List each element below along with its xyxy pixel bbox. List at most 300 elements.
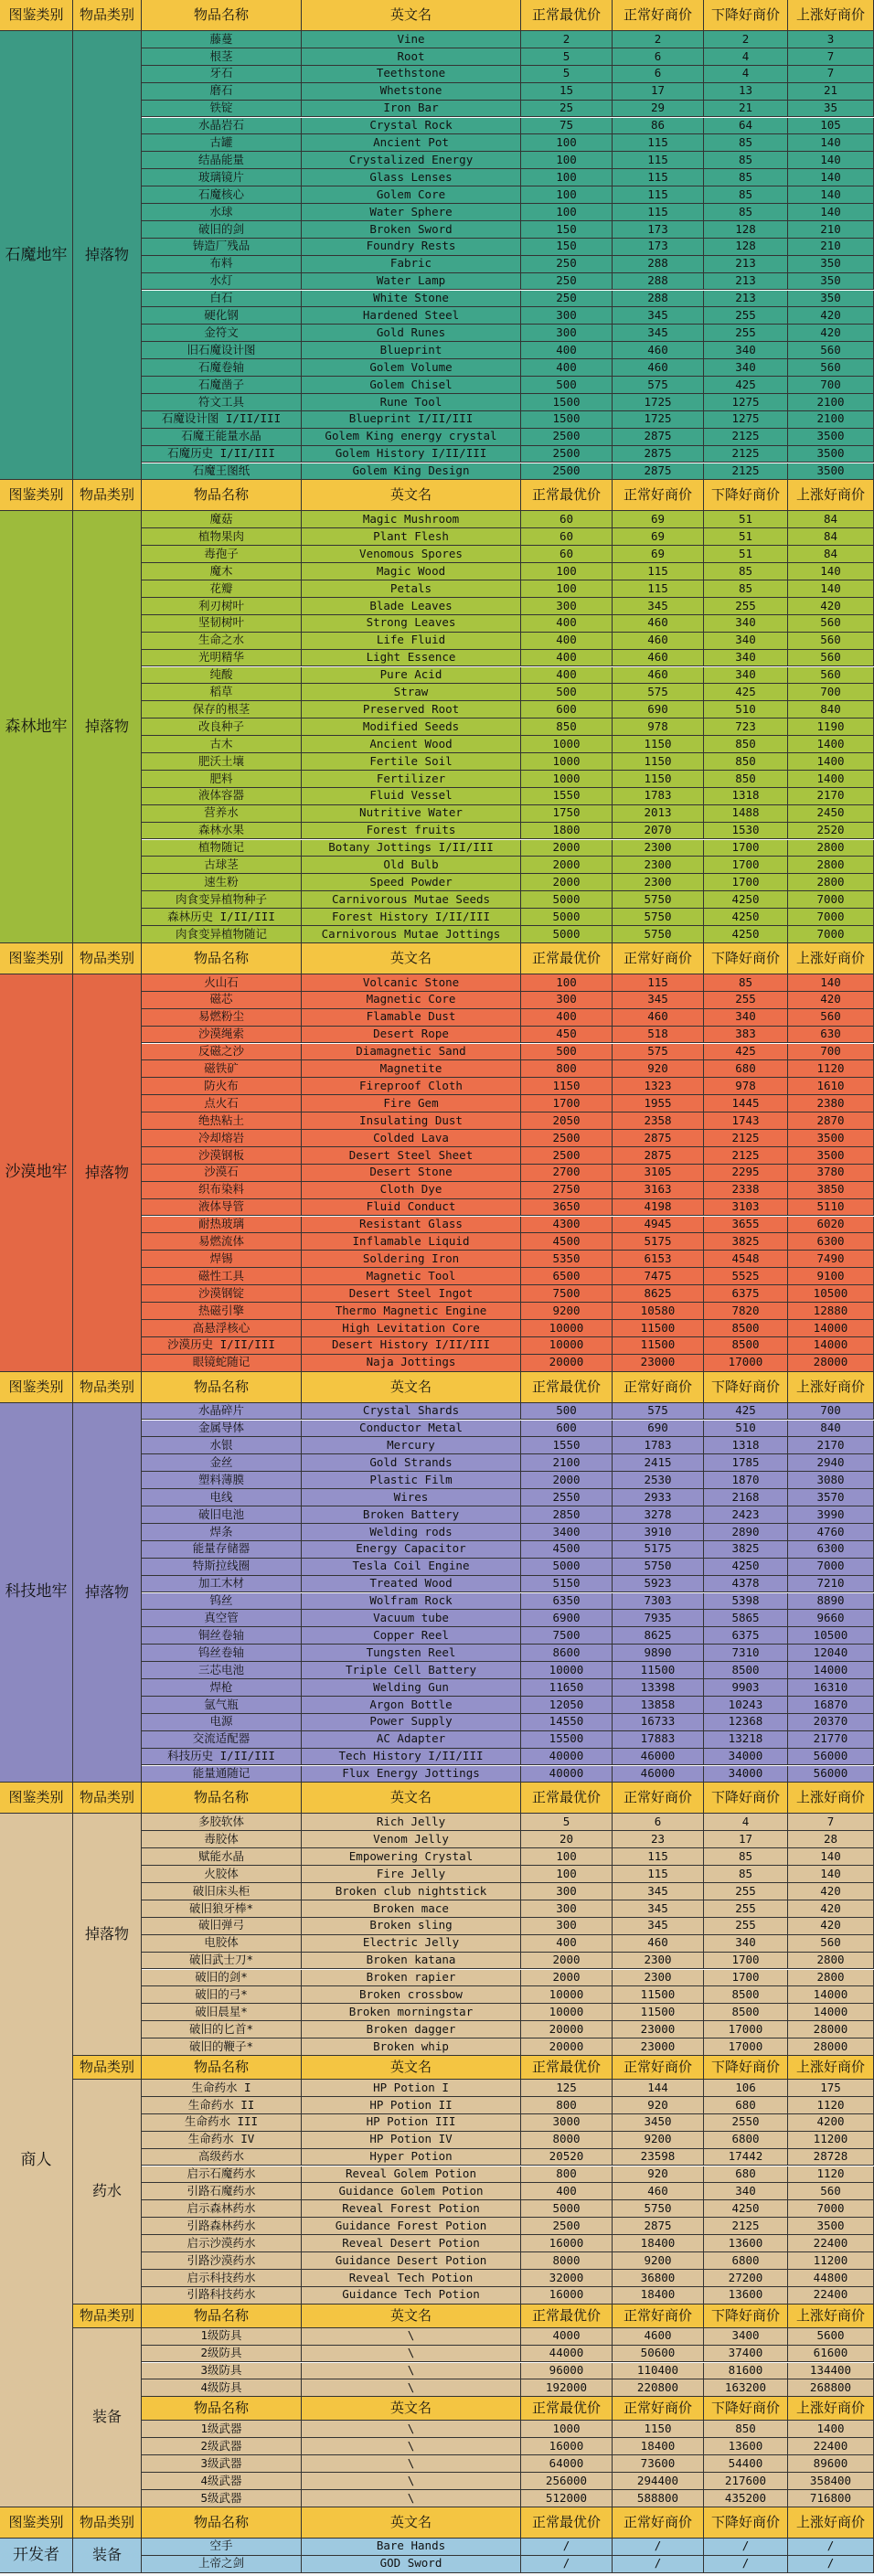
item-name: 真空管 xyxy=(142,1610,302,1627)
price-normal-shop: 588800 xyxy=(613,2490,704,2507)
item-name: 生命药水 IV xyxy=(142,2132,302,2149)
price-up-shop: 89600 xyxy=(788,2455,874,2473)
item-english-name: Rune Tool xyxy=(302,394,521,411)
header-item-category: 物品类别 xyxy=(73,943,142,974)
price-normal-best: 100 xyxy=(521,1848,613,1866)
price-up-shop: 1400 xyxy=(788,736,874,753)
price-down-shop: 255 xyxy=(704,307,788,325)
item-english-name: \ xyxy=(302,2473,521,2490)
price-normal-shop: 86 xyxy=(613,118,704,135)
header-down-shop: 下降好商价 xyxy=(704,2507,788,2539)
item-english-name: \ xyxy=(302,2328,521,2346)
item-english-name: Broken sling xyxy=(302,1918,521,1935)
item-name: 破旧的剑* xyxy=(142,1970,302,1987)
item-english-name: Rich Jelly xyxy=(302,1814,521,1831)
price-down-shop: 37400 xyxy=(704,2346,788,2363)
price-up-shop: 175 xyxy=(788,2080,874,2097)
item-name: 高级药水 xyxy=(142,2149,302,2166)
item-english-name: Energy Capacitor xyxy=(302,1541,521,1559)
item-name: 光明精华 xyxy=(142,650,302,667)
price-up-shop: 6020 xyxy=(788,1217,874,1234)
price-normal-best: 125 xyxy=(521,2080,613,2097)
item-english-name: Forest fruits xyxy=(302,823,521,840)
header-category: 图鉴类别 xyxy=(0,480,73,511)
item-name: 破旧的匕首* xyxy=(142,2021,302,2038)
price-normal-shop: 23598 xyxy=(613,2149,704,2166)
item-english-name: Golem Volume xyxy=(302,359,521,377)
price-normal-best: 100 xyxy=(521,204,613,221)
price-down-shop: 128 xyxy=(704,239,788,256)
price-up-shop: 560 xyxy=(788,2183,874,2200)
price-normal-shop: 115 xyxy=(613,134,704,152)
price-up-shop: 140 xyxy=(788,580,874,598)
item-name: 三芯电池 xyxy=(142,1662,302,1679)
price-up-shop: 7 xyxy=(788,66,874,83)
price-normal-best: 2 xyxy=(521,31,613,48)
price-down-shop: 1530 xyxy=(704,823,788,840)
price-normal-best: 1000 xyxy=(521,2421,613,2438)
price-normal-shop: 2530 xyxy=(613,1472,704,1489)
price-up-shop: 7 xyxy=(788,1814,874,1831)
price-normal-shop: 288 xyxy=(613,273,704,291)
item-name: 符文工具 xyxy=(142,394,302,411)
price-normal-best: 64000 xyxy=(521,2455,613,2473)
item-name: 1级防具 xyxy=(142,2328,302,2346)
price-up-shop: 84 xyxy=(788,528,874,546)
price-down-shop: 213 xyxy=(704,256,788,273)
price-up-shop: 12880 xyxy=(788,1303,874,1320)
price-normal-shop: 3450 xyxy=(613,2114,704,2132)
item-english-name: Nutritive Water xyxy=(302,805,521,823)
item-name: 铜丝卷轴 xyxy=(142,1627,302,1645)
price-up-shop: 22400 xyxy=(788,2287,874,2305)
price-normal-best: 800 xyxy=(521,2097,613,2114)
price-normal-shop: 2070 xyxy=(613,823,704,840)
item-english-name: Plant Flesh xyxy=(302,528,521,546)
price-normal-shop: 575 xyxy=(613,377,704,394)
item-english-name: Reveal Forest Potion xyxy=(302,2200,521,2218)
price-down-shop: 5398 xyxy=(704,1593,788,1611)
subheader-english: 英文名 xyxy=(302,2397,521,2421)
price-normal-shop: 2 xyxy=(613,31,704,48)
item-english-name: Broken morningstar xyxy=(302,2004,521,2021)
subheader-name: 物品名称 xyxy=(142,2056,302,2080)
price-down-shop: 850 xyxy=(704,753,788,771)
price-up-shop: 560 xyxy=(788,359,874,377)
item-english-name: Straw xyxy=(302,684,521,701)
item-english-name: Whetstone xyxy=(302,83,521,101)
item-name: 氩气瓶 xyxy=(142,1697,302,1714)
item-name: 白石 xyxy=(142,291,302,308)
item-name: 引路森林药水 xyxy=(142,2218,302,2235)
price-up-shop: 5110 xyxy=(788,1199,874,1217)
item-english-name: Flamable Dust xyxy=(302,1009,521,1027)
header-category: 图鉴类别 xyxy=(0,1372,73,1403)
price-down-shop: 2295 xyxy=(704,1165,788,1182)
price-up-shop: 28728 xyxy=(788,2149,874,2166)
price-normal-shop: 345 xyxy=(613,325,704,342)
item-name: 古木 xyxy=(142,736,302,753)
price-down-shop: 1275 xyxy=(704,394,788,411)
item-name: 古球茎 xyxy=(142,857,302,874)
item-name: 石魔核心 xyxy=(142,186,302,204)
item-name: 生命之水 xyxy=(142,633,302,650)
dungeon-category-label: 沙漠地牢 xyxy=(0,974,73,1372)
price-normal-shop: 7303 xyxy=(613,1593,704,1611)
item-name: 磨石 xyxy=(142,83,302,101)
subheader-up-shop: 上涨好商价 xyxy=(788,2397,874,2421)
price-up-shop: 700 xyxy=(788,1403,874,1421)
price-down-shop: 163200 xyxy=(704,2379,788,2397)
price-normal-best: 100 xyxy=(521,580,613,598)
header-normal-best: 正常最优价 xyxy=(521,480,613,511)
header-normal-shop: 正常好商价 xyxy=(613,1783,704,1814)
price-up-shop: 105 xyxy=(788,118,874,135)
price-normal-shop: 5923 xyxy=(613,1576,704,1593)
price-down-shop: 51 xyxy=(704,511,788,528)
price-normal-shop: 460 xyxy=(613,650,704,667)
price-normal-shop: 460 xyxy=(613,615,704,633)
header-name: 物品名称 xyxy=(142,0,302,31)
price-down-shop: 34000 xyxy=(704,1766,788,1783)
price-normal-best: 2500 xyxy=(521,463,613,481)
price-up-shop: 420 xyxy=(788,307,874,325)
price-normal-best: 450 xyxy=(521,1027,613,1044)
price-up-shop: 2800 xyxy=(788,840,874,857)
item-name: 金符文 xyxy=(142,325,302,342)
price-up-shop: 1400 xyxy=(788,753,874,771)
price-normal-best: 96000 xyxy=(521,2363,613,2380)
price-down-shop: 850 xyxy=(704,736,788,753)
price-down-shop: 340 xyxy=(704,615,788,633)
price-down-shop: 340 xyxy=(704,1009,788,1027)
price-up-shop: 14000 xyxy=(788,1320,874,1337)
price-down-shop: 4250 xyxy=(704,909,788,926)
price-normal-shop: 920 xyxy=(613,1060,704,1078)
price-normal-best: 850 xyxy=(521,719,613,736)
header-up-shop: 上涨好商价 xyxy=(788,943,874,974)
price-normal-shop: 1150 xyxy=(613,2421,704,2438)
subheader-down-shop: 下降好商价 xyxy=(704,2305,788,2328)
price-down-shop: 1700 xyxy=(704,840,788,857)
header-name: 物品名称 xyxy=(142,2507,302,2539)
price-up-shop: 1120 xyxy=(788,2166,874,2184)
price-normal-best: 400 xyxy=(521,615,613,633)
price-down-shop: 255 xyxy=(704,1918,788,1935)
item-category-label: 装备 xyxy=(73,2328,142,2507)
item-english-name: Broken club nightstick xyxy=(302,1883,521,1900)
header-up-shop: 上涨好商价 xyxy=(788,2507,874,2539)
price-up-shop: 4760 xyxy=(788,1524,874,1541)
price-up-shop: 3500 xyxy=(788,463,874,481)
price-normal-shop: 2875 xyxy=(613,463,704,481)
item-name: 沙漠钢板 xyxy=(142,1147,302,1165)
item-name: 利刃树叶 xyxy=(142,598,302,615)
item-name: 焊枪 xyxy=(142,1679,302,1697)
item-name: 冷却熔岩 xyxy=(142,1130,302,1147)
price-down-shop: 255 xyxy=(704,325,788,342)
subheader-normal-shop: 正常好商价 xyxy=(613,2056,704,2080)
price-normal-shop: 2300 xyxy=(613,857,704,874)
price-up-shop: 3500 xyxy=(788,1147,874,1165)
price-down-shop: 510 xyxy=(704,1421,788,1438)
price-up-shop: 2800 xyxy=(788,874,874,891)
price-down-shop: 425 xyxy=(704,1044,788,1061)
item-name: 启示科技药水 xyxy=(142,2270,302,2287)
price-normal-shop: 3163 xyxy=(613,1182,704,1199)
price-normal-best: 5000 xyxy=(521,909,613,926)
price-normal-best: 1550 xyxy=(521,1437,613,1454)
price-normal-best: 500 xyxy=(521,377,613,394)
item-name: 植物果肉 xyxy=(142,528,302,546)
item-name: 纯酸 xyxy=(142,667,302,685)
item-name: 3级武器 xyxy=(142,2455,302,2473)
price-normal-shop: 46000 xyxy=(613,1749,704,1766)
price-up-shop: 140 xyxy=(788,563,874,580)
price-normal-best: 4300 xyxy=(521,1217,613,1234)
price-up-shop: 10500 xyxy=(788,1285,874,1303)
price-normal-shop: 9890 xyxy=(613,1645,704,1662)
price-normal-best: 500 xyxy=(521,1044,613,1061)
price-normal-best: 2500 xyxy=(521,446,613,463)
item-name: 肥料 xyxy=(142,771,302,788)
item-name: 破旧床头柜 xyxy=(142,1883,302,1900)
price-normal-shop: 23000 xyxy=(613,1355,704,1372)
item-english-name: Welding Gun xyxy=(302,1679,521,1697)
price-normal-best: 1000 xyxy=(521,771,613,788)
price-up-shop: 140 xyxy=(788,974,874,992)
price-normal-best: 2500 xyxy=(521,429,613,446)
item-name: 科技历史 I/II/III xyxy=(142,1749,302,1766)
item-name: 沙漠钢锭 xyxy=(142,1285,302,1303)
price-normal-shop: 18400 xyxy=(613,2235,704,2252)
price-normal-shop: 11500 xyxy=(613,1320,704,1337)
item-name: 破旧弹弓 xyxy=(142,1918,302,1935)
item-name: 启示石魔药水 xyxy=(142,2166,302,2184)
item-name: 破旧狼牙棒* xyxy=(142,1900,302,1918)
item-english-name: Reveal Desert Potion xyxy=(302,2235,521,2252)
price-normal-best: 5 xyxy=(521,1814,613,1831)
price-up-shop: 56000 xyxy=(788,1749,874,1766)
price-down-shop: 2125 xyxy=(704,1147,788,1165)
price-normal-shop: 23000 xyxy=(613,2021,704,2038)
price-normal-best: 600 xyxy=(521,1421,613,1438)
price-down-shop: 255 xyxy=(704,1900,788,1918)
item-english-name: \ xyxy=(302,2346,521,2363)
price-normal-best: 300 xyxy=(521,598,613,615)
price-normal-best: 100 xyxy=(521,169,613,186)
price-down-shop: 85 xyxy=(704,1866,788,1883)
price-normal-best: 20000 xyxy=(521,2021,613,2038)
price-normal-best: 16000 xyxy=(521,2235,613,2252)
item-name: 破旧的弓* xyxy=(142,1986,302,2004)
item-name: 魔木 xyxy=(142,563,302,580)
price-normal-best: 10000 xyxy=(521,1320,613,1337)
price-normal-best: 600 xyxy=(521,701,613,719)
price-normal-best: 4500 xyxy=(521,1541,613,1559)
item-name: 上帝之剑 xyxy=(142,2556,302,2573)
price-up-shop: 700 xyxy=(788,684,874,701)
price-normal-shop: 2875 xyxy=(613,446,704,463)
item-name: 1级武器 xyxy=(142,2421,302,2438)
item-english-name: Golem King energy crystal xyxy=(302,429,521,446)
price-down-shop: 1318 xyxy=(704,1437,788,1454)
price-down-shop: 1318 xyxy=(704,788,788,805)
item-english-name: Golem King Design xyxy=(302,463,521,481)
price-normal-shop: 17883 xyxy=(613,1731,704,1749)
item-name: 水晶岩石 xyxy=(142,118,302,135)
price-down-shop: 4250 xyxy=(704,2200,788,2218)
price-normal-shop: 11500 xyxy=(613,1662,704,1679)
price-normal-shop: 460 xyxy=(613,2183,704,2200)
price-normal-best: 5000 xyxy=(521,1559,613,1576)
price-down-shop: 17442 xyxy=(704,2149,788,2166)
item-english-name: Crystal Shards xyxy=(302,1403,521,1421)
price-normal-shop: 29 xyxy=(613,101,704,118)
price-normal-shop: 2300 xyxy=(613,1970,704,1987)
price-down-shop: 2125 xyxy=(704,2218,788,2235)
item-name: 毒胶体 xyxy=(142,1831,302,1848)
price-normal-shop: 288 xyxy=(613,291,704,308)
item-name: 点火石 xyxy=(142,1095,302,1112)
price-normal-shop: 5750 xyxy=(613,1559,704,1576)
item-english-name: Mercury xyxy=(302,1437,521,1454)
item-name: 特斯拉线圈 xyxy=(142,1559,302,1576)
header-english: 英文名 xyxy=(302,1372,521,1403)
item-category-label: 掉落物 xyxy=(73,31,142,480)
item-english-name: Modified Seeds xyxy=(302,719,521,736)
price-up-shop: 84 xyxy=(788,511,874,528)
item-english-name: Resistant Glass xyxy=(302,1217,521,1234)
price-normal-shop: 1725 xyxy=(613,394,704,411)
item-name: 易燃流体 xyxy=(142,1233,302,1251)
item-name: 石魔设计图 I/II/III xyxy=(142,411,302,429)
price-normal-best: 1700 xyxy=(521,1095,613,1112)
item-name: 4级武器 xyxy=(142,2473,302,2490)
price-up-shop: 560 xyxy=(788,615,874,633)
item-name: 能量通随记 xyxy=(142,1766,302,1783)
item-english-name: Fluid Vessel xyxy=(302,788,521,805)
header-english: 英文名 xyxy=(302,943,521,974)
price-down-shop: 12368 xyxy=(704,1714,788,1731)
item-english-name: Broken mace xyxy=(302,1900,521,1918)
price-normal-best: 5000 xyxy=(521,2200,613,2218)
price-up-shop: 7000 xyxy=(788,2200,874,2218)
price-up-shop: 2380 xyxy=(788,1095,874,1112)
price-normal-best: 256000 xyxy=(521,2473,613,2490)
item-name: 液体容器 xyxy=(142,788,302,805)
price-down-shop: 1700 xyxy=(704,1970,788,1987)
item-english-name: Magnetic Core xyxy=(302,992,521,1009)
item-name: 焊条 xyxy=(142,1524,302,1541)
price-normal-best: 500 xyxy=(521,1403,613,1421)
price-up-shop: 14000 xyxy=(788,1986,874,2004)
item-name: 改良种子 xyxy=(142,719,302,736)
price-normal-best: 400 xyxy=(521,2183,613,2200)
price-normal-best: 400 xyxy=(521,1009,613,1027)
item-english-name: Tech History I/II/III xyxy=(302,1749,521,1766)
item-english-name: Desert Rope xyxy=(302,1027,521,1044)
price-normal-best: 44000 xyxy=(521,2346,613,2363)
header-name: 物品名称 xyxy=(142,1783,302,1814)
header-down-shop: 下降好商价 xyxy=(704,480,788,511)
item-name: 织布染料 xyxy=(142,1182,302,1199)
item-name: 水球 xyxy=(142,204,302,221)
price-down-shop: 340 xyxy=(704,1935,788,1953)
item-english-name: Tesla Coil Engine xyxy=(302,1559,521,1576)
item-english-name: Blueprint I/II/III xyxy=(302,411,521,429)
item-name: 生命药水 III xyxy=(142,2114,302,2132)
price-up-shop: 12040 xyxy=(788,1645,874,1662)
price-up-shop: 6300 xyxy=(788,1233,874,1251)
price-up-shop: 3500 xyxy=(788,2218,874,2235)
price-up-shop: 2800 xyxy=(788,857,874,874)
price-normal-shop: 1955 xyxy=(613,1095,704,1112)
price-up-shop: 7000 xyxy=(788,926,874,943)
price-normal-shop: 345 xyxy=(613,598,704,615)
item-name: 水灯 xyxy=(142,273,302,291)
item-category-label: 装备 xyxy=(73,2539,142,2573)
price-normal-best: 1500 xyxy=(521,394,613,411)
price-up-shop: 7490 xyxy=(788,1251,874,1268)
item-name: 引路科技药水 xyxy=(142,2287,302,2305)
item-english-name: Desert Steel Ingot xyxy=(302,1285,521,1303)
price-up-shop: 2100 xyxy=(788,411,874,429)
price-down-shop: 340 xyxy=(704,633,788,650)
price-normal-best: 20520 xyxy=(521,2149,613,2166)
item-name: 破旧晨星* xyxy=(142,2004,302,2021)
price-up-shop: 3570 xyxy=(788,1489,874,1506)
item-english-name: Pure Acid xyxy=(302,667,521,685)
price-normal-best: 192000 xyxy=(521,2379,613,2397)
price-normal-best: 100 xyxy=(521,186,613,204)
price-normal-shop: 173 xyxy=(613,239,704,256)
item-name: 金丝 xyxy=(142,1454,302,1472)
item-name: 肉食变异植物种子 xyxy=(142,891,302,909)
price-normal-best: 5 xyxy=(521,48,613,66)
item-english-name: Flux Energy Jottings xyxy=(302,1766,521,1783)
price-normal-best: 400 xyxy=(521,359,613,377)
price-up-shop: 140 xyxy=(788,134,874,152)
item-english-name: GOD Sword xyxy=(302,2556,521,2573)
price-normal-best: 2000 xyxy=(521,840,613,857)
item-category-label: 药水 xyxy=(73,2080,142,2305)
subheader-english: 英文名 xyxy=(302,2056,521,2080)
price-normal-shop: 460 xyxy=(613,342,704,359)
price-up-shop: 350 xyxy=(788,273,874,291)
price-normal-best: 9200 xyxy=(521,1303,613,1320)
price-normal-best: 6900 xyxy=(521,1610,613,1627)
price-up-shop: 7000 xyxy=(788,909,874,926)
item-english-name: Desert Stone xyxy=(302,1165,521,1182)
price-up-shop: 35 xyxy=(788,101,874,118)
price-down-shop: 17000 xyxy=(704,2021,788,2038)
item-name: 电源 xyxy=(142,1714,302,1731)
price-up-shop: 3500 xyxy=(788,429,874,446)
price-normal-shop: 50600 xyxy=(613,2346,704,2363)
price-up-shop: 420 xyxy=(788,598,874,615)
price-down-shop: 34000 xyxy=(704,1749,788,1766)
price-normal-shop: 23000 xyxy=(613,2038,704,2056)
price-down-shop: 680 xyxy=(704,2097,788,2114)
price-down-shop: 3400 xyxy=(704,2328,788,2346)
price-normal-best: 300 xyxy=(521,307,613,325)
header-english: 英文名 xyxy=(302,2507,521,2539)
item-english-name: Iron Bar xyxy=(302,101,521,118)
price-normal-shop: 36800 xyxy=(613,2270,704,2287)
price-normal-shop: 115 xyxy=(613,169,704,186)
price-down-shop: 2125 xyxy=(704,429,788,446)
